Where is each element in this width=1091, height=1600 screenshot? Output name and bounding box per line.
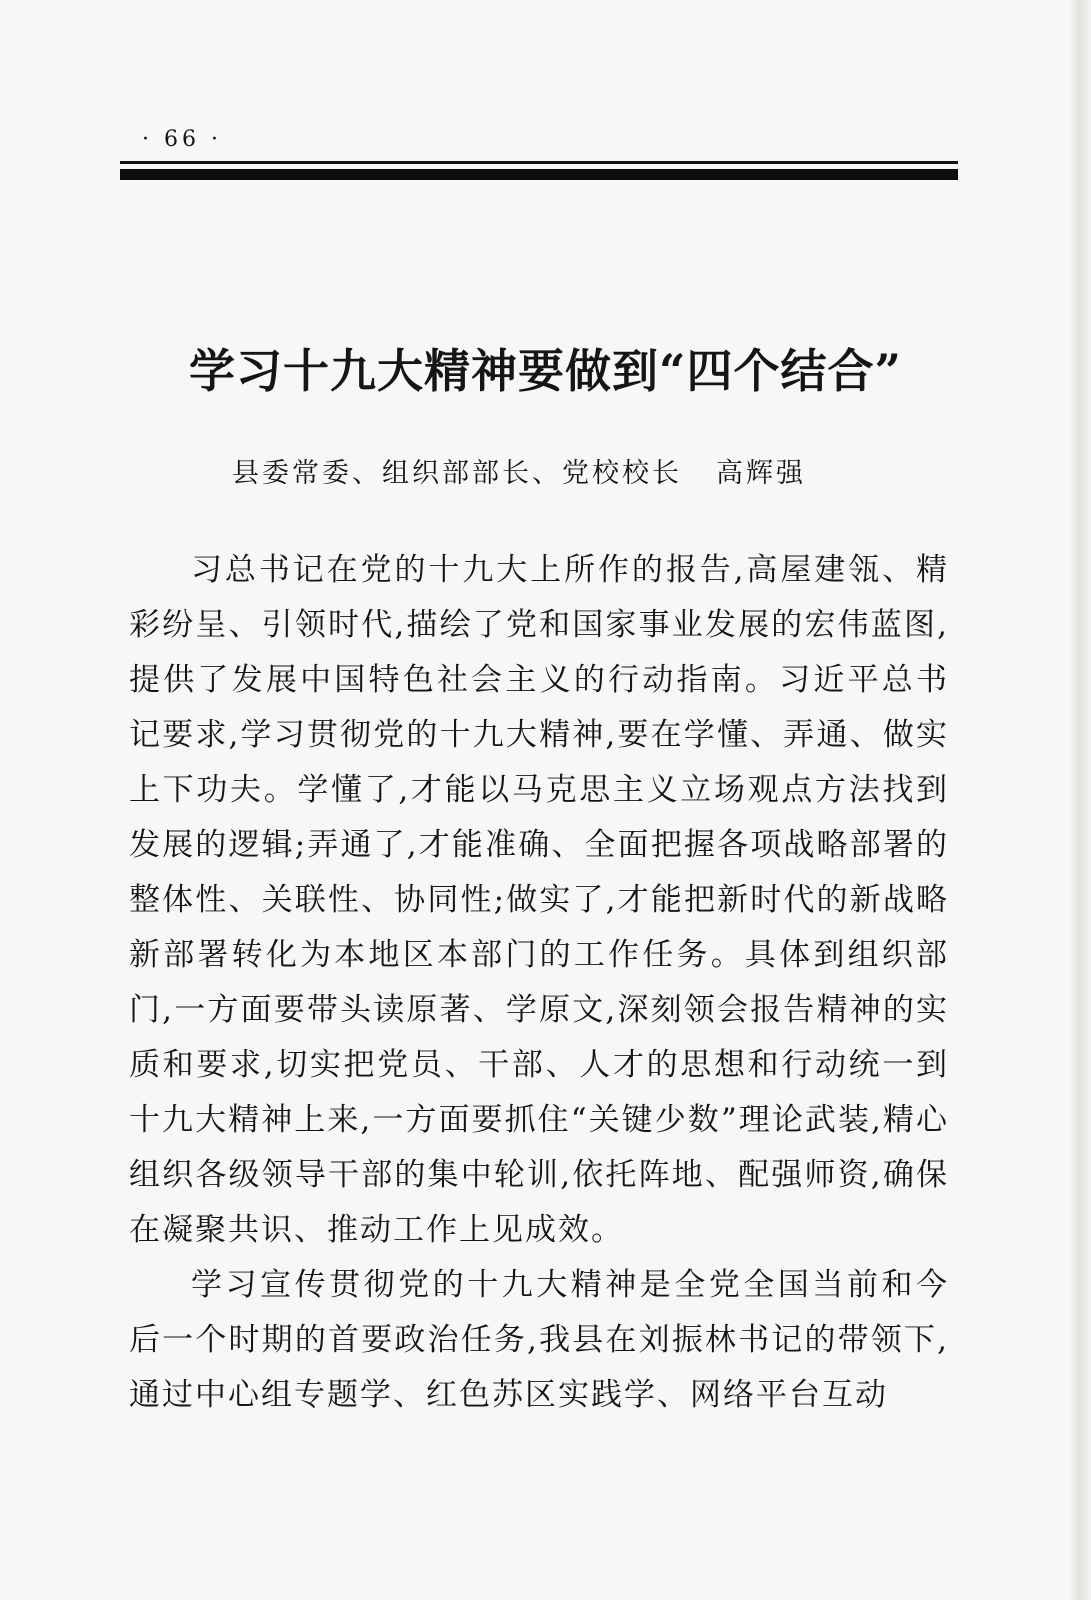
header-rule-thin <box>120 161 958 164</box>
byline <box>232 451 806 490</box>
paragraph: 习总书记在党的十九大上所作的报告,高屋建瓴、精彩纷呈、引领时代,描绘了党和国家事业发展的宏伟蓝图,提供了发展中国特色社会主义的行动指南。习近平总书记要求,学习贯彻党的十九大精神,要在学懂、弄通、做实上下功夫。学懂了,才能以马克思主义立场观点方法找到发展的逻辑;弄通了,才能准确、全面把握各项战略部署的整体性、关联性、协同性;做实了,才能把新时代的新战略新部署转化为本地区本部门的工作任务。具体到组织部门,一方面要带头读原著、学原文,深刻领会报告精神的实质和要求,切实把党员、干部、人才的思想和行动统一到十九大精神上来,一方面要抓住“关键少数”理论武装,精心组织各级领导干部的集中轮训,依托阵地、配强师资,确保在凝聚共识、推动工作上见成效。 <box>129 552 949 1248</box>
page-edge <box>1069 0 1091 1600</box>
article-title: 学习十九大精神要做到“四个结合” <box>189 344 902 398</box>
author-position: 县委常委、组织部部长、党校校长 <box>232 458 682 489</box>
paragraph: 学习宣传贯彻党的十九大精神是全党全国当前和今后一个时期的首要政治任务,我县在刘振林书记的带领下,通过中心组专题学、红色苏区实践学、网络平台互动 <box>129 1267 949 1413</box>
article-body <box>129 543 949 1423</box>
page-number: · 66 · <box>142 127 222 152</box>
author-name: 高辉强 <box>716 458 806 489</box>
header-rule-thick <box>120 169 958 180</box>
